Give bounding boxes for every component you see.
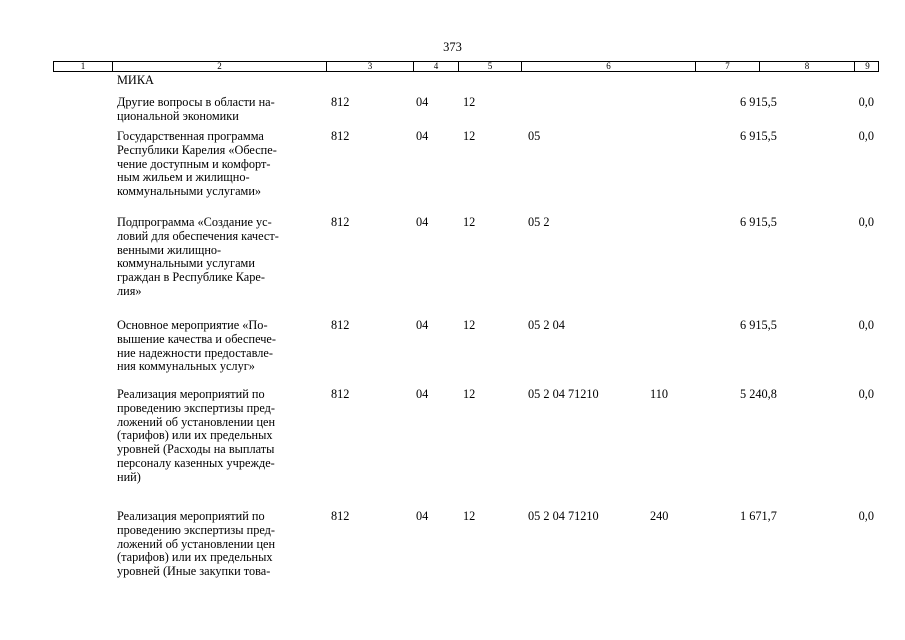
header-col-6: 6 <box>522 62 696 71</box>
row-name-line: Основное мероприятие «По- <box>117 318 268 332</box>
row-section: 04 <box>416 129 429 143</box>
row-amount: 6 915,5 <box>740 129 777 143</box>
row-target-article: 05 2 <box>528 215 550 229</box>
row-amount: 6 915,5 <box>740 215 777 229</box>
header-col-8: 8 <box>760 62 855 71</box>
row-section: 04 <box>416 387 429 401</box>
header-col-2: 2 <box>113 62 327 71</box>
row-name-line: ловий для обеспечения качест- <box>117 228 279 243</box>
header-col-9: 9 <box>865 61 870 71</box>
header-col-3: 3 <box>327 62 414 71</box>
table-header <box>53 61 879 72</box>
row-amount: 5 240,8 <box>740 387 777 401</box>
page-number: 373 <box>443 40 462 54</box>
row-subsection: 12 <box>463 318 476 332</box>
row-name <box>117 510 327 579</box>
row-name-line: венными жилищно- <box>117 242 222 257</box>
row-name-line: ложений об установлении цен <box>117 414 276 429</box>
row-section: 04 <box>416 318 429 332</box>
row-name-line: персоналу казенных учрежде- <box>117 455 275 470</box>
row-amount: 1 671,7 <box>740 509 777 523</box>
row-section: 04 <box>416 215 429 229</box>
row-admin-code: 812 <box>331 509 350 523</box>
row-admin-code: 812 <box>331 95 350 109</box>
row-name-line: проведению экспертизы пред- <box>117 522 275 537</box>
header-col-7: 7 <box>696 62 760 71</box>
row-target-article: 05 <box>528 129 541 143</box>
row-name <box>117 96 327 124</box>
row-name-line: Другие вопросы в области на- <box>117 95 275 109</box>
row-name <box>117 216 327 299</box>
row-name-line: коммунальными услугами» <box>117 184 262 199</box>
row-name-line: Реализация мероприятий по <box>117 387 265 401</box>
row-name-line: уровней (Расходы на выплаты <box>117 442 275 457</box>
row-admin-code: 812 <box>331 318 350 332</box>
row-name-line: ния коммунальных услуг» <box>117 359 255 374</box>
header-col-4: 4 <box>414 62 459 71</box>
row-name <box>117 319 327 374</box>
row-name <box>117 74 327 88</box>
row-amount-2: 0,0 <box>858 95 874 109</box>
row-admin-code: 812 <box>331 129 350 143</box>
row-expense-type: 240 <box>650 509 669 523</box>
row-amount-2: 0,0 <box>858 387 874 401</box>
row-amount: 6 915,5 <box>740 95 777 109</box>
row-name <box>117 130 327 199</box>
row-section: 04 <box>416 95 429 109</box>
row-name-line: Республики Карелия «Обеспе- <box>117 142 277 157</box>
row-subsection: 12 <box>463 387 476 401</box>
row-subsection: 12 <box>463 509 476 523</box>
row-admin-code: 812 <box>331 215 350 229</box>
row-name-line: МИКА <box>117 73 154 87</box>
row-name-line: Реализация мероприятий по <box>117 509 265 523</box>
row-name-line: (тарифов) или их предельных <box>117 550 273 565</box>
row-name-line: Государственная программа <box>117 129 264 143</box>
row-name-line: граждан в Республике Каре- <box>117 270 265 285</box>
row-section: 04 <box>416 509 429 523</box>
row-amount: 6 915,5 <box>740 318 777 332</box>
row-name-line: лия» <box>117 283 142 298</box>
row-subsection: 12 <box>463 95 476 109</box>
row-target-article: 05 2 04 <box>528 318 565 332</box>
header-col-1: 1 <box>54 62 113 71</box>
row-target-article: 05 2 04 71210 <box>528 387 599 401</box>
row-name-line: вышение качества и обеспече- <box>117 331 276 346</box>
row-name-line: ний) <box>117 469 141 484</box>
row-name-line: ние надежности предоставле- <box>117 345 273 360</box>
row-name-line: чение доступным и комфорт- <box>117 156 271 171</box>
row-name-line: Подпрограмма «Создание ус- <box>117 215 272 229</box>
row-amount-2: 0,0 <box>858 318 874 332</box>
header-col-5: 5 <box>459 62 522 71</box>
row-target-article: 05 2 04 71210 <box>528 509 599 523</box>
row-name-line: (тарифов) или их предельных <box>117 428 273 443</box>
row-name-line: ным жильем и жилищно- <box>117 170 250 185</box>
row-amount-2: 0,0 <box>858 129 874 143</box>
row-name-line: циональной экономики <box>117 108 239 123</box>
row-name-line: ложений об установлении цен <box>117 536 276 551</box>
row-name-line: уровней (Иные закупки това- <box>117 564 271 579</box>
row-name-line: проведению экспертизы пред- <box>117 400 275 415</box>
row-name <box>117 388 327 485</box>
row-amount-2: 0,0 <box>858 509 874 523</box>
row-amount-2: 0,0 <box>858 215 874 229</box>
row-subsection: 12 <box>463 129 476 143</box>
row-admin-code: 812 <box>331 387 350 401</box>
row-name-line: коммунальными услугами <box>117 256 255 271</box>
row-expense-type: 110 <box>650 387 668 401</box>
row-subsection: 12 <box>463 215 476 229</box>
